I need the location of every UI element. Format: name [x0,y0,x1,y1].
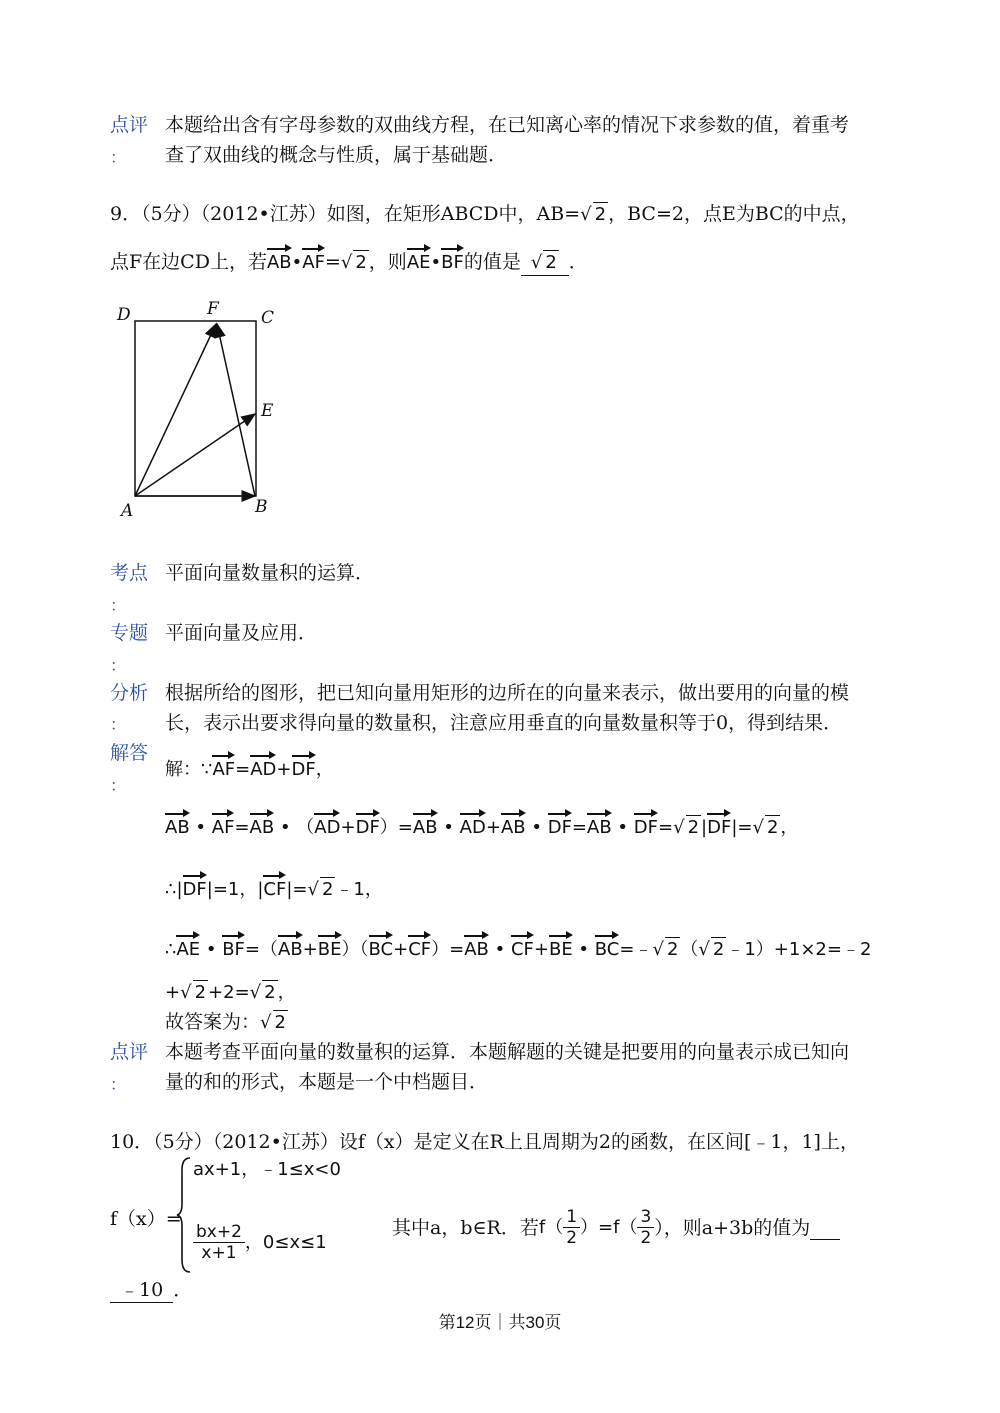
therefore: ∴| [165,879,183,900]
solution-final: 故答案为：√ 2 [165,1011,286,1033]
fenxi-line-1: 根据所给的图形，把已知向量用矩形的边所在的向量来表示，做出要用的向量的模 [165,682,850,704]
review-line-1: 本题给出含有字母参数的双曲线方程，在已知离心率的情况下求参数的值，着重考 [165,114,850,136]
q9-answer: 2 [545,252,557,273]
case2-denominator: x+1 [201,1243,237,1263]
equals: |= [286,879,308,900]
vector-ab: AB [412,817,438,838]
vector-ab: AB [165,817,190,838]
piecewise-brace [176,1156,192,1274]
vector-ad: AD [459,817,486,838]
vector-ab: AB [278,939,303,960]
vector-ab: AB [464,939,489,960]
vector-af: AF [211,817,235,838]
zhuanti-colon: ： [110,656,127,675]
vector-ab: AB [266,252,292,273]
q9-dot-value: 2 [355,252,367,273]
q10-f-eq: ）=f（ [580,1216,638,1238]
arrow-bf [217,324,255,496]
label-e: E [261,401,274,421]
vector-ab: AB [500,817,526,838]
kaodian-text: 平面向量数量积的运算． [165,562,375,584]
sqrt-value: 2 [666,939,679,960]
review-bottom-label: 点评 [110,1041,149,1063]
dot-op: • [531,817,542,838]
jieda-colon: ： [110,776,127,795]
equals: = [324,251,341,273]
q10-case-2 [193,1222,327,1263]
comma: ， [277,982,296,1003]
q10-where: 其中a，b∈R．若 [392,1216,539,1239]
q9-ab-value: 2 [594,204,607,225]
q10-ask: ），则a+3b的值为 [654,1216,811,1239]
q10-condition [392,1207,840,1248]
dot-op: • [617,817,629,838]
fenxi-colon: ： [110,715,127,734]
zhuanti-label: 专题 [110,622,149,644]
q9-stem-cont: ，BC=2，点E为BC的中点， [608,203,860,225]
vector-df: DF [355,817,380,838]
solution-step-4: ∴AE • BF=（AB+BE）（BC+CF）=AB • CF+BE • BC=﹣√ 2 （√ 2 ﹣1）+1×2=﹣2 [165,939,872,960]
rectangle-figure [105,290,305,530]
vector-cf: CF [408,939,432,960]
dot-op: • [279,817,291,838]
kaodian-colon: ： [110,596,127,615]
vector-af: AF [302,252,325,273]
sqrt-value: 2 [194,982,207,1003]
vector-ab: AB [587,817,612,838]
arrow-af [135,324,216,496]
solution-step-2: AB • AF=AB • （AD+DF）=AB • AD+AB • DF=AB • DF=√ 2 |DF|=√ 2 ， [165,817,799,838]
vector-cf: CF [263,879,287,900]
dot-op: • [195,817,207,838]
vector-bc: BC [594,939,620,960]
dot-op: • [430,252,442,273]
vector-ad: AD [250,759,277,780]
sqrt-value: 2 [321,879,334,900]
solution-step-5: +√ 2 +2=√ 2 ， [165,982,296,1003]
solution-step-3: ∴|DF|=1，|CF|=√ 2 ﹣1， [165,879,383,900]
q10-answer-line [110,1278,192,1303]
plus-two: +2= [208,982,250,1003]
three-half-numerator: 3 [637,1207,654,1228]
sqrt-value: 2 [264,982,276,1003]
case2-numerator: bx+2 [193,1222,245,1243]
final-answer-value: 2 [274,1012,286,1033]
label-c: C [261,308,275,328]
vector-df: DF [707,817,732,838]
sqrt-value: 2 [687,817,700,838]
vector-ae: AE [176,939,201,960]
vector-af: AF [212,759,236,780]
vector-df: DF [633,817,658,838]
q9-condition: 点F在边CD上，若 [110,251,267,273]
equals: = [235,759,251,780]
kaodian-label: 考点 [110,562,149,584]
vector-ae: AE [406,252,431,273]
q9-then: ，则 [368,251,407,273]
dot-op: • [291,252,303,273]
plus: + [276,759,292,780]
fenxi-line-2: 长，表示出要求得向量的数量积，注意应用垂直的向量数量积等于0，得到结果． [165,712,843,734]
review-bottom-line-1: 本题考查平面向量的数量积的运算．本题解题的关键是把要用的向量表示成已知向 [165,1041,850,1063]
arrow-ae [135,414,255,496]
q10-fx: f（x）= [110,1208,182,1230]
therefore: ∴ [165,939,177,960]
vector-df: DF [547,817,572,838]
label-f: F [207,299,219,319]
q10-case-1: ax+1，﹣1≤x<0 [193,1159,341,1180]
vector-ab: AB [249,817,275,838]
case2-condition: ，0≤x≤1 [244,1231,327,1253]
vector-bf: BF [441,252,464,273]
vector-be: BE [317,939,342,960]
page-footer: 第12页｜共30页 [438,1313,562,1332]
cf-length: ﹣1， [335,879,383,900]
solution-step-1 [165,758,334,782]
step-4-end: +1×2=﹣2 [773,939,872,960]
three-half-denominator: 2 [640,1228,652,1248]
label-d: D [117,305,131,325]
solution-prefix: 解：∵ [165,759,213,780]
half-denominator: 2 [566,1228,578,1248]
vector-bc: BC [368,939,394,960]
label-b: B [255,497,268,517]
df-length: |=1，| [206,879,264,900]
label-a: A [121,501,134,521]
sqrt-value: 2 [712,939,725,960]
q10-f-open: f（ [538,1216,564,1238]
q10-line-1: 10．（5分）（2012•江苏）设f（x）是定义在R上且周期为2的函数，在区间[﹣1，1]上， [110,1131,859,1153]
q9-stem: 9．（5分）（2012•江苏）如图，在矩形ABCD中，AB= [110,203,581,225]
sqrt-value: 2 [766,817,779,838]
vector-bf: BF [222,939,245,960]
dot-op: • [443,817,454,838]
comma: ， [315,759,334,780]
q9-line-1: 9．（5分）（2012•江苏）如图，在矩形ABCD中，AB=√ 2 ，BC=2，点E为BC的中点， [110,203,860,225]
fenxi-label: 分析 [110,682,149,704]
jieda-label: 解答 [110,742,149,764]
equals-minus: =﹣ [619,939,653,960]
vector-df: DF [291,759,316,780]
rectangle-abcd [135,321,256,496]
review-line-2: 查了双曲线的概念与性质，属于基础题． [165,144,508,166]
q9-end: ． [568,251,588,273]
zhuanti-text: 平面向量及应用． [165,622,318,644]
review-bottom-line-2: 量的和的形式，本题是一个中档题目． [165,1071,489,1093]
review-bottom-colon: ： [110,1075,127,1094]
plus: + [165,982,181,1003]
vector-cf: CF [510,939,534,960]
q10-answer: ﹣10 [110,1278,173,1303]
vector-ad: AD [314,817,341,838]
vector-be: BE [548,939,573,960]
review-colon: ： [110,148,127,167]
q10-end: ． [173,1279,193,1301]
vector-df: DF [182,879,207,900]
half-numerator: 1 [563,1207,580,1228]
q9-ask: 的值是 [463,251,521,273]
final-answer-label: 故答案为： [165,1011,261,1033]
q9-line-2: 点F在边CD上，若AB•AF=√ 2 ，则AE•BF的值是 √ 2 ． [110,250,588,276]
review-label: 点评 [110,114,149,136]
